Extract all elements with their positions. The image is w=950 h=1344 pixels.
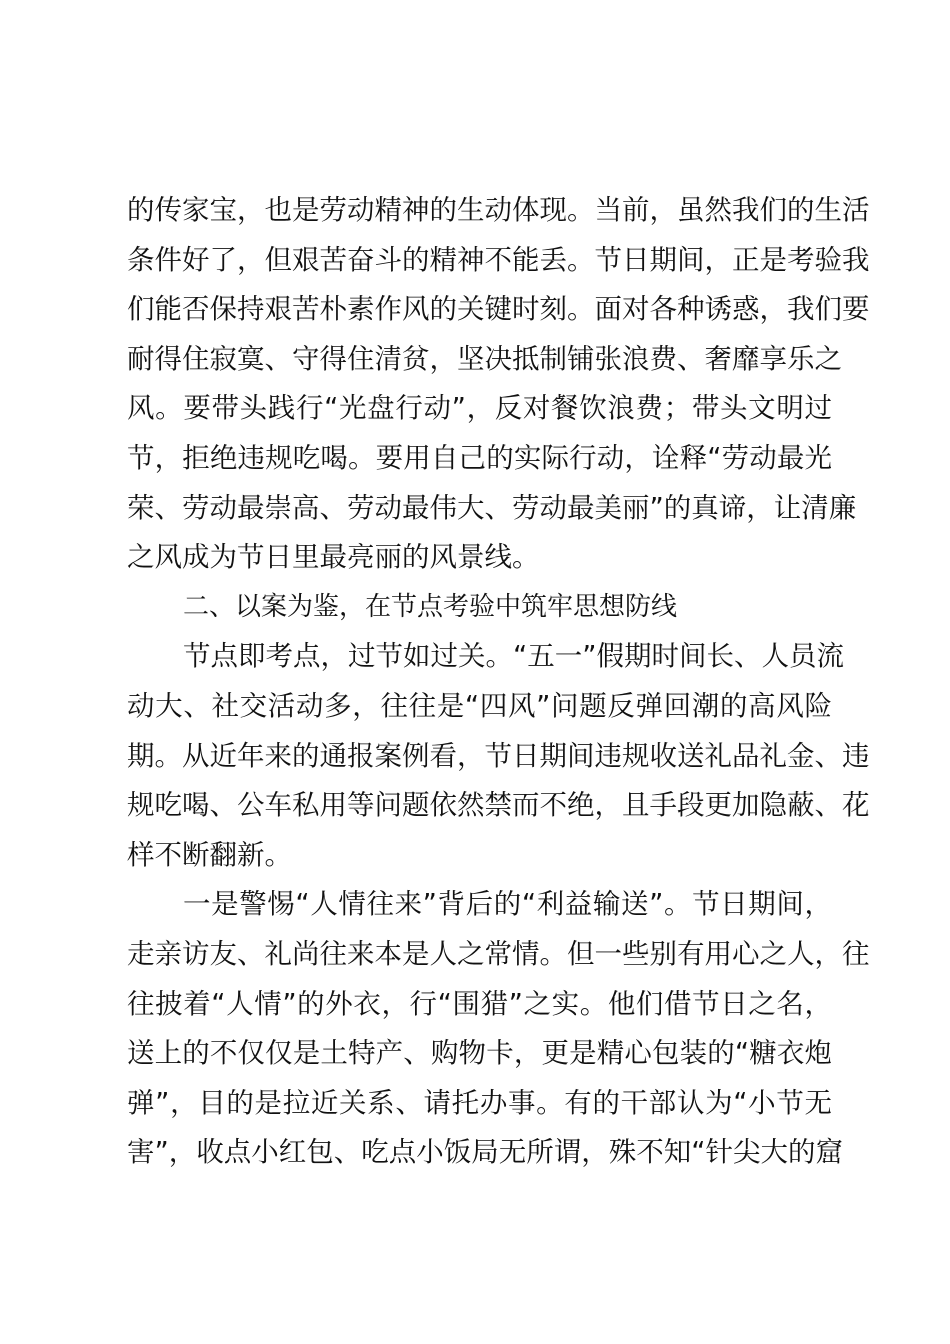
text-line: 害”，收点小红包、吃点小饭局无所谓，殊不知“针尖大的窟	[127, 1136, 843, 1169]
text-line: 们能否保持艰苦朴素作风的关键时刻。面对各种诱惑，我们要	[127, 293, 870, 326]
text-line: 节点即考点，过节如过关。“五一”假期时间长、人员流	[183, 640, 844, 673]
paragraph	[127, 880, 870, 1178]
text-line: 荣、劳动最崇高、劳动最伟大、劳动最美丽”的真谛，让清廉	[127, 491, 857, 524]
text-line: 风。要带头践行“光盘行动”，反对餐饮浪费；带头文明过	[127, 392, 832, 425]
text-line: 样不断翻新。	[127, 838, 292, 871]
text-line: 往披着“人情”的外衣，行“围猎”之实。他们借节日之名，	[127, 987, 832, 1020]
text-line: 期。从近年来的通报案例看，节日期间违规收送礼品礼金、违	[127, 739, 870, 772]
text-line: 送上的不仅仅是土特产、购物卡，更是精心包装的“糖衣炮	[127, 1037, 832, 1070]
text-line: 弹”，目的是拉近关系、请托办事。有的干部认为“小节无	[127, 1086, 832, 1119]
text-line: 条件好了，但艰苦奋斗的精神不能丢。节日期间，正是考验我	[127, 243, 870, 276]
text-line: 一是警惕“人情往来”背后的“利益输送”。节日期间，	[183, 888, 832, 921]
document-page	[127, 186, 870, 1178]
section-heading	[127, 583, 832, 633]
text-line: 之风成为节日里最亮丽的风景线。	[127, 541, 540, 574]
text-line: 的传家宝，也是劳动精神的生动体现。当前，虽然我们的生活	[127, 194, 870, 226]
text-line: 节，拒绝违规吃喝。要用自己的实际行动，诠释“劳动最光	[127, 441, 832, 474]
paragraph-continued	[127, 186, 870, 583]
paragraph	[127, 632, 870, 880]
text-line: 动大、社交活动多，往往是“四风”问题反弹回潮的高风险	[127, 689, 832, 722]
text-line: 规吃喝、公车私用等问题依然禁而不绝，且手段更加隐蔽、花	[127, 789, 870, 822]
text-line: 耐得住寂寞、守得住清贫，坚决抵制铺张浪费、奢靡享乐之	[127, 342, 842, 375]
text-line: 走亲访友、礼尚往来本是人之常情。但一些别有用心之人，往	[127, 937, 870, 970]
heading-text: 二、以案为鉴，在节点考验中筑牢思想防线	[183, 591, 678, 622]
